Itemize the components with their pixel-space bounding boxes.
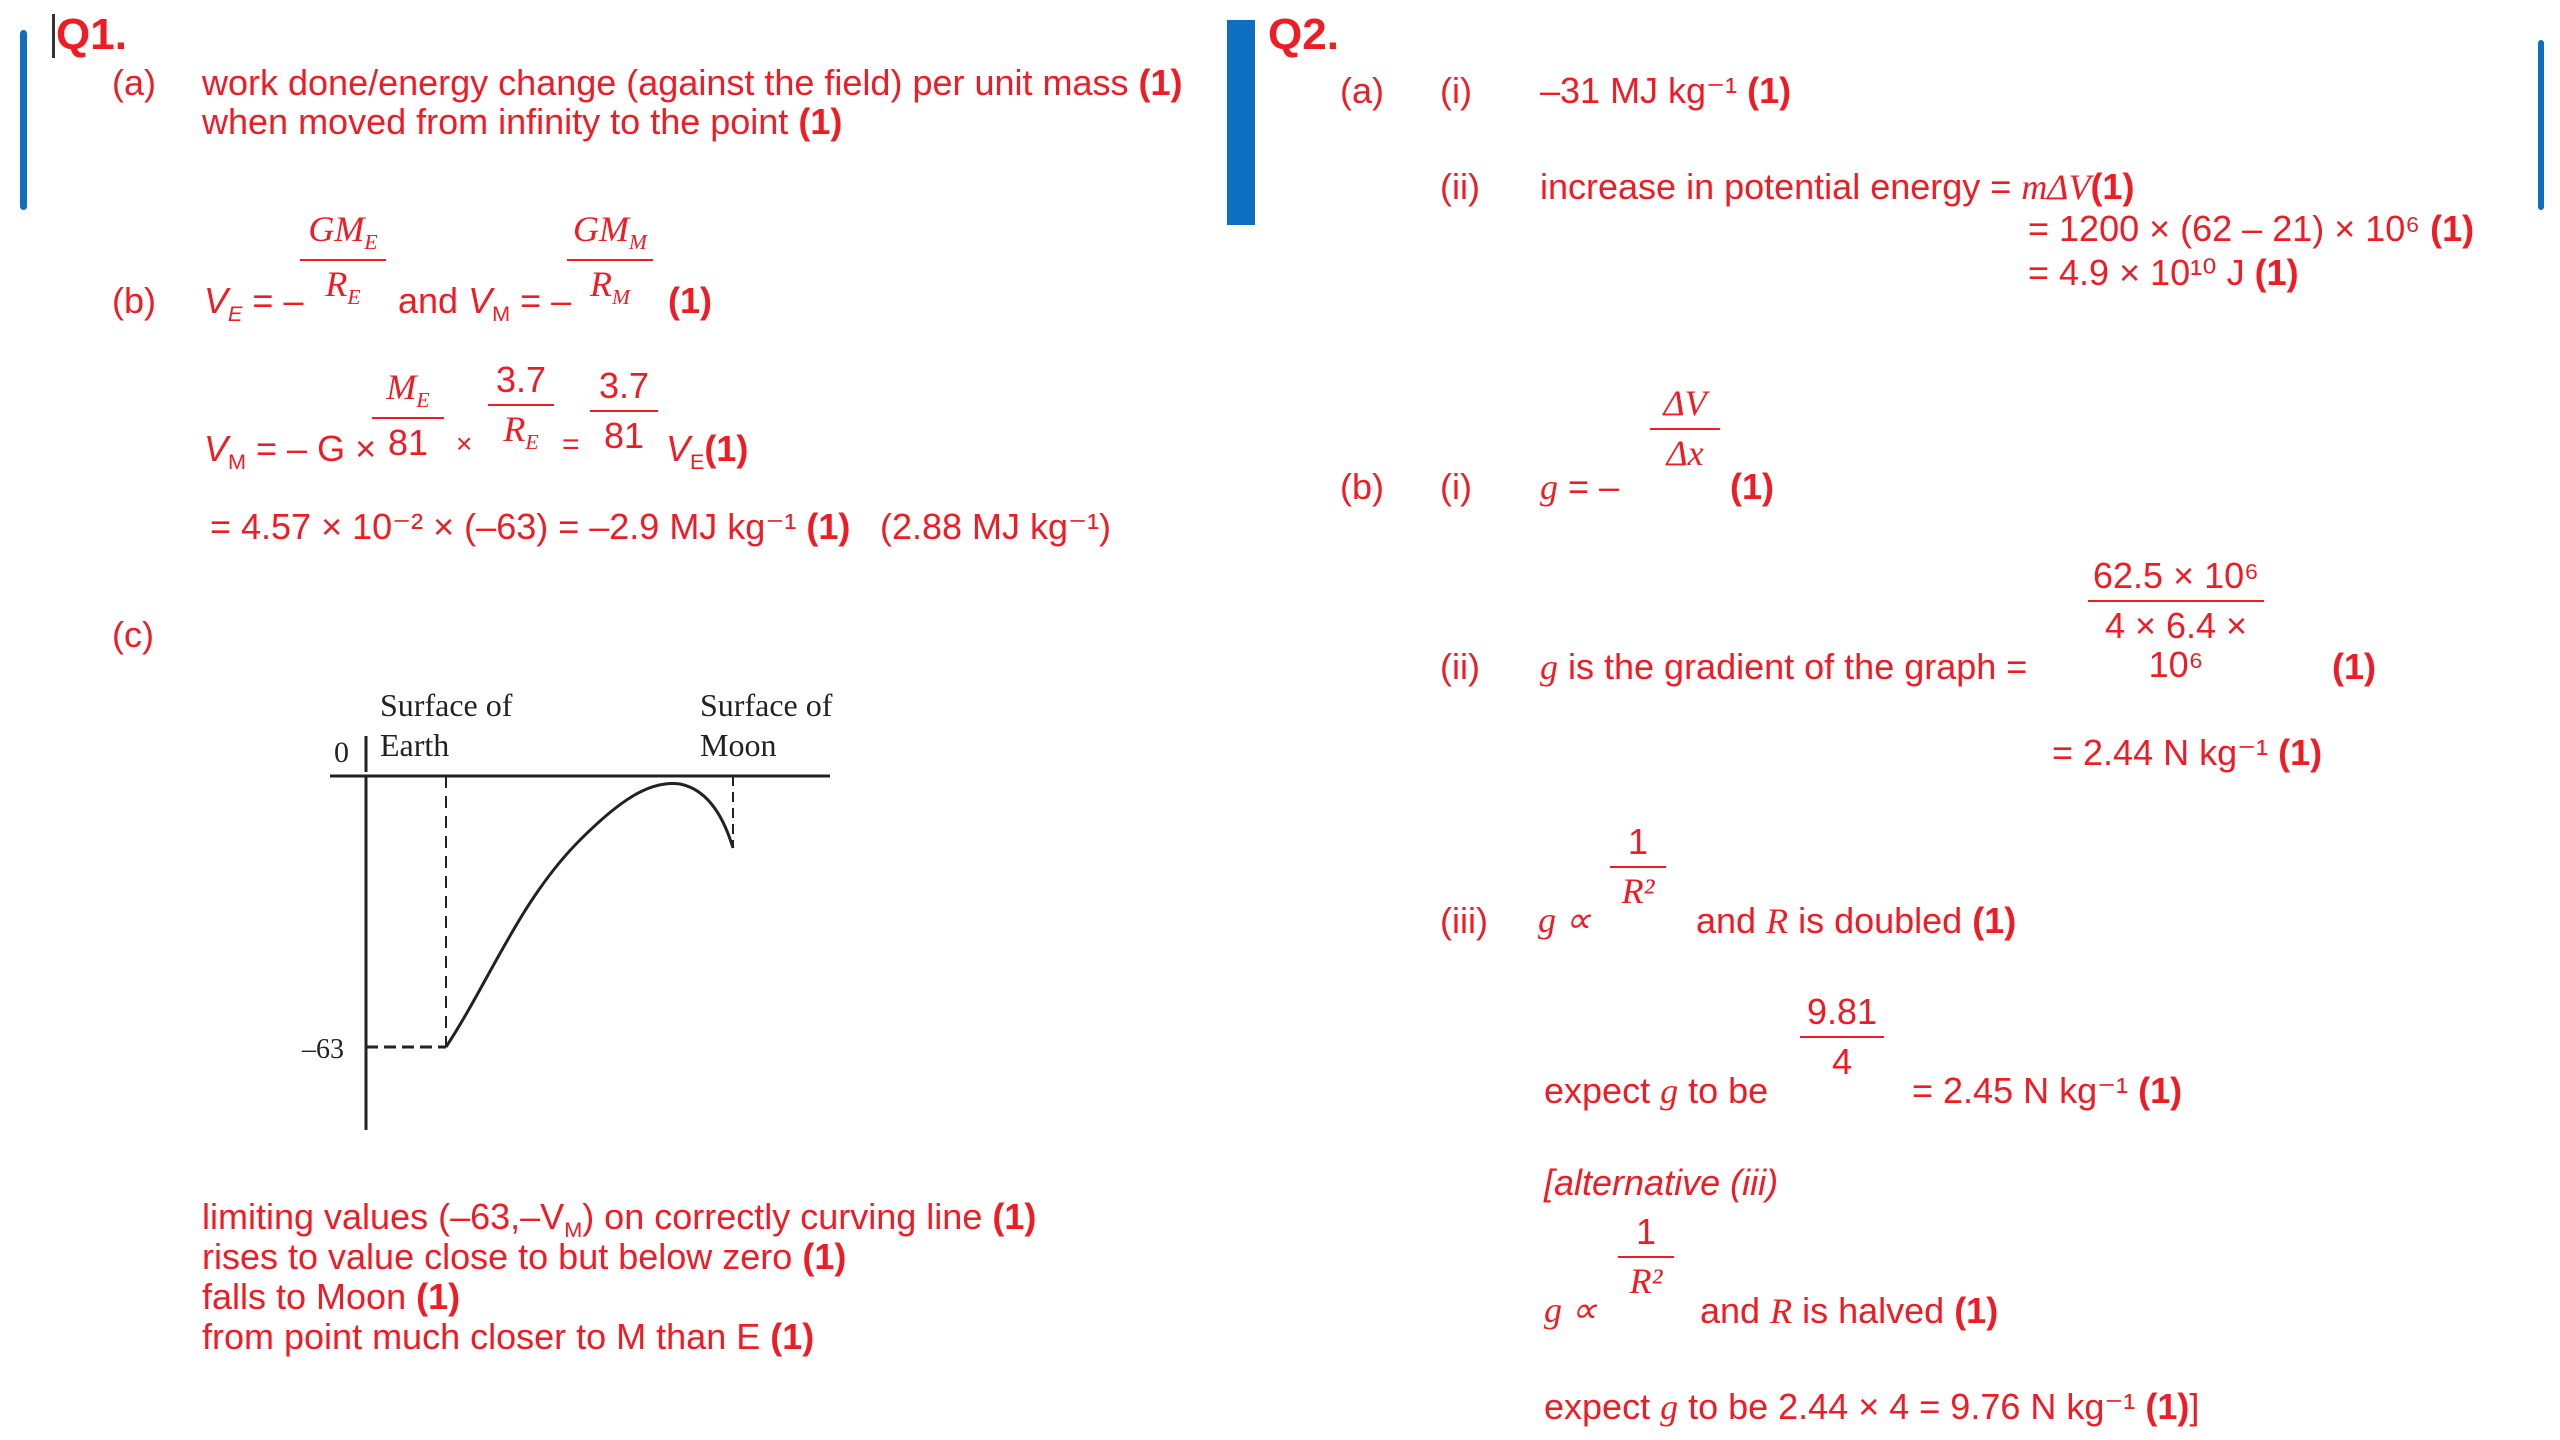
q1-c-line2: rises to value close to but below zero (1) (202, 1236, 847, 1277)
q1-b-result: = 4.57 × 10⁻² × (–63) = –2.9 MJ kg⁻¹ (1) (210, 506, 851, 547)
q2-alt-prop: g ∝ (1544, 1290, 1597, 1330)
q1-b-frac-ratio: $\frac{3.7}{81}$ (590, 366, 658, 455)
q1-b-frac-moon: $GM_M$ $R_M$ (567, 210, 653, 310)
q2-title: Q2. (1268, 10, 1339, 59)
q2-b-ii-label: (ii) (1440, 646, 1480, 687)
graph-min-label: –63 (302, 1034, 344, 1065)
q1-c-line3: falls to Moon (1) (202, 1276, 461, 1317)
right-margin-bar (2538, 40, 2544, 210)
q2-b-label: (b) (1340, 466, 1384, 507)
q2-b-i-mark: (1) (1730, 466, 1774, 507)
q1-title: Q1. (56, 10, 127, 59)
q2-a-ii-line3: = 4.9 × 10¹⁰ J (1) (2028, 252, 2299, 293)
q1-b-equals: = (562, 428, 580, 461)
q2-margin-bar (1227, 20, 1255, 225)
q2-a-i: –31 MJ kg⁻¹ (1) (1540, 70, 1792, 111)
q2-expect-frac: $\frac{9.81}{4}$ (1800, 992, 1884, 1081)
q2-alt-text: and R is halved (1) (1700, 1290, 1999, 1331)
graph-earth-label-1: Surface of (380, 687, 513, 723)
q2-alt-last: expect g to be 2.44 × 4 = 9.76 N kg⁻¹ (1)] (1544, 1386, 2200, 1427)
q1-b-vm: $V_M$ = – G × (204, 428, 377, 475)
q2-b-ii-result: = 2.44 N kg⁻¹ (1) (2052, 732, 2323, 773)
q1-c-line4: from point much closer to M than E (1) (202, 1316, 815, 1357)
q2-b-iii-frac: $\frac{1}{\text{R²}}$ (1610, 822, 1666, 911)
q2-b-i-lhs: g = – (1540, 466, 1620, 507)
q2-a-ii-line2: = 1200 × (62 – 21) × 10⁶ (1) (2028, 208, 2475, 249)
q1-a-line1: work done/energy change (against the field) per unit mass (1) (202, 62, 1183, 103)
q2-b-ii-text: g is the gradient of the graph = (1540, 646, 2028, 687)
graph-earth-label-2: Earth (380, 727, 450, 763)
q2-b-i-label: (i) (1440, 466, 1472, 507)
q2-b-ii-frac: $\frac{\text{62.5 × 10⁶}}{\text{4 × 6.4 × 10⁶}}$ (2088, 556, 2264, 685)
q1-b-ve: $V_E$ = – (204, 280, 304, 327)
q1-b-frac-earth: $GM_E$ $R_E$ (300, 210, 386, 310)
q2-alt-frac: $\frac{1}{\text{R²}}$ (1618, 1212, 1674, 1301)
graph-potential-curve (446, 783, 733, 1047)
q1-a-label: (a) (112, 62, 156, 103)
q2-b-iii-text: and R is doubled (1) (1696, 900, 2017, 941)
q1-b-frac-mass: $\frac{M_E}{81}$ (372, 368, 444, 463)
q1-a-line2: when moved from infinity to the point (1) (202, 101, 843, 142)
q2-alt-heading: [alternative (iii) (1544, 1162, 1779, 1203)
q1-b-mark1: (1) (668, 280, 712, 321)
q2-a-i-label: (i) (1440, 70, 1472, 111)
q2-expect-text: expect g to be (1544, 1070, 1769, 1111)
text-cursor (52, 14, 55, 58)
q1-b-and: and $V_M$ = – (398, 280, 572, 327)
q1-b-ve-mark: $V_E(1)$ (666, 428, 749, 475)
q2-a-ii-line1: increase in potential energy = mΔV(1) (1540, 166, 2135, 207)
q1-b-alt: (2.88 MJ kg⁻¹) (880, 506, 1112, 547)
q2-b-iii-label: (iii) (1440, 900, 1488, 941)
q1-b-times: × (456, 428, 473, 459)
q2-a-label: (a) (1340, 70, 1384, 111)
graph-zero-label: 0 (334, 736, 349, 769)
q2-a-ii-label: (ii) (1440, 166, 1480, 207)
q2-expect-result: = 2.45 N kg⁻¹ (1) (1912, 1070, 2183, 1111)
left-margin-bar (20, 30, 27, 210)
q1-c-line1: limiting values $(-63,-V_M)$ on correctly curving line (1) (202, 1196, 1037, 1243)
q1-b-frac-radius: $\frac{3.7}{R_E}$ (488, 360, 554, 455)
graph-moon-label-2: Moon (700, 727, 777, 763)
q2-b-i-frac: $\frac{\Delta V}{\Delta x}$ (1650, 384, 1720, 473)
potential-graph (290, 680, 860, 1150)
q2-b-iii-prop: g ∝ (1538, 900, 1591, 940)
graph-moon-label-1: Surface of (700, 687, 833, 723)
q2-b-ii-mark: (1) (2332, 646, 2376, 687)
q1-c-label: (c) (112, 614, 154, 655)
q1-b-label: (b) (112, 280, 156, 321)
